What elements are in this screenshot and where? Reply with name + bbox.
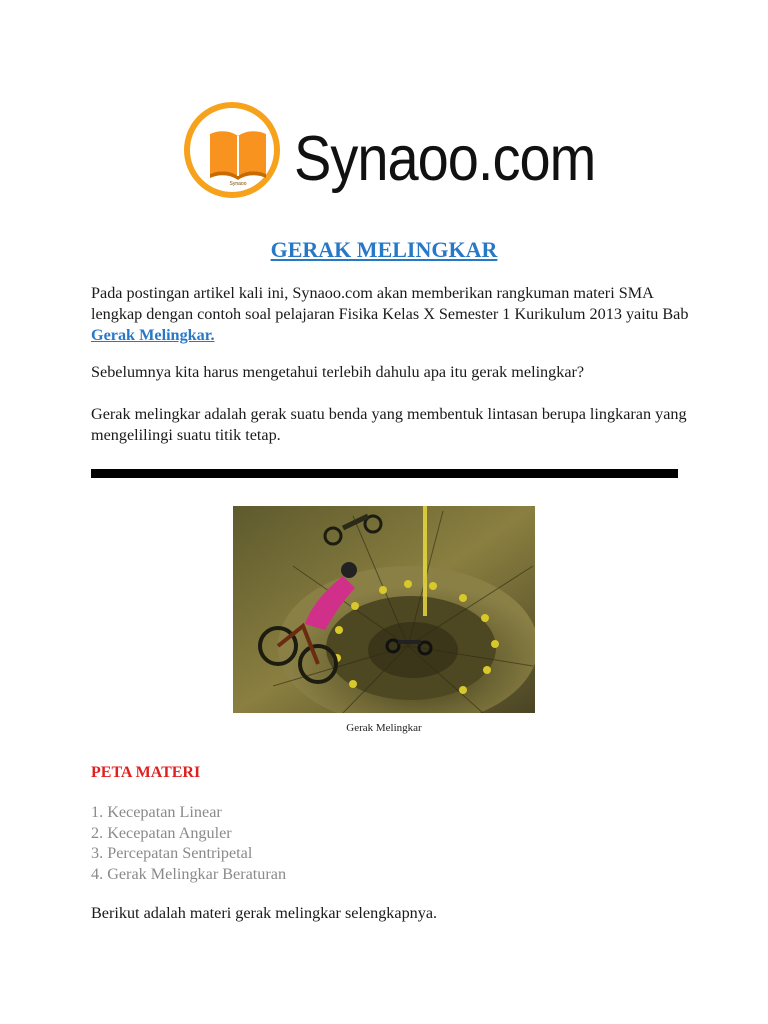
question-paragraph: Sebelumnya kita harus mengetahui terlebih dahulu apa itu gerak melingkar?: [91, 363, 585, 381]
peta-materi-heading: PETA MATERI: [91, 764, 201, 781]
horizontal-divider: [91, 469, 678, 478]
list-item[interactable]: 4. Gerak Melingkar Beraturan: [91, 864, 287, 883]
intro-text: Pada postingan artikel kali ini, Synaoo.com akan memberikan rangkuman materi SMA lengkap dengan contoh soal pelajaran Fisika Kelas X Semester 1 Kurikulum 2013 yaitu Bab: [91, 284, 689, 323]
gerak-melingkar-link[interactable]: Gerak Melingkar.: [91, 326, 215, 344]
logo-emblem-text: Synaoo: [229, 181, 247, 187]
intro-paragraph: [91, 283, 691, 346]
open-book-icon: [206, 126, 270, 182]
list-item[interactable]: 3. Percepatan Sentripetal: [91, 844, 253, 862]
image-caption: Gerak Melingkar: [346, 722, 422, 734]
list-item[interactable]: 2. Kecepatan Anguler: [91, 823, 232, 842]
definition-paragraph: Gerak melingkar adalah gerak suatu benda yang membentuk lintasan berupa lingkaran yang mengelilingi suatu titik tetap.: [91, 405, 687, 444]
closing-paragraph: Berikut adalah materi gerak melingkar selengkapnya.: [91, 904, 438, 922]
wall-of-death-photo: [233, 506, 535, 713]
logo-emblem: [184, 102, 280, 198]
list-item[interactable]: 1. Kecepatan Linear: [91, 803, 222, 821]
site-logo[interactable]: [181, 100, 596, 212]
article-title[interactable]: GERAK MELINGKAR: [270, 237, 498, 262]
logo-brand-text: Synaoo.com: [294, 122, 596, 194]
topic-list: [91, 802, 286, 884]
